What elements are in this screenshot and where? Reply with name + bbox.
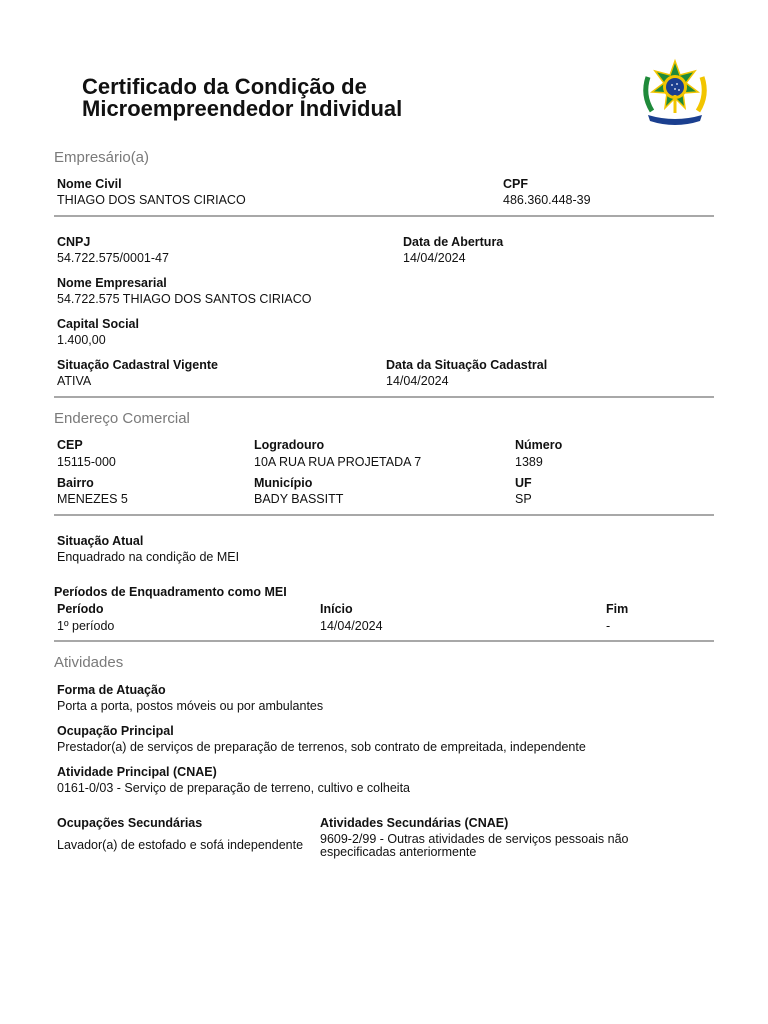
brazil-coat-of-arms-icon <box>638 57 712 127</box>
data-abertura-label: Data de Abertura <box>403 235 504 249</box>
municipio-label: Município <box>254 476 313 490</box>
municipio-value: BADY BASSITT <box>254 492 344 506</box>
forma-atuacao-label: Forma de Atuação <box>57 683 166 697</box>
inicio-column-header: Início <box>320 602 353 616</box>
section-empresario: Empresário(a) <box>54 149 150 166</box>
inicio-cell: 14/04/2024 <box>320 619 383 633</box>
fim-cell: - <box>606 619 611 633</box>
periodo-column-header: Período <box>57 602 104 616</box>
numero-value: 1389 <box>515 455 543 469</box>
atividades-secundarias-label: Atividades Secundárias (CNAE) <box>320 816 509 830</box>
cnpj-label: CNPJ <box>57 235 91 249</box>
situacao-atual-label: Situação Atual <box>57 534 144 548</box>
capital-social-value: 1.400,00 <box>57 333 106 347</box>
section-endereco: Endereço Comercial <box>54 410 190 427</box>
atividade-principal-label: Atividade Principal (CNAE) <box>57 765 217 779</box>
atividades-secundarias-value: 9609-2/99 - Outras atividades de serviços pessoais não especificadas anteriormente <box>320 832 629 859</box>
data-situacao-value: 14/04/2024 <box>386 374 449 388</box>
ocupacao-principal-value: Prestador(a) de serviços de preparação de terrenos, sob contrato de empreitada, independente <box>57 740 586 754</box>
page-title-line-1: Certificado da Condição de <box>82 74 367 99</box>
section-atividades: Atividades <box>54 654 124 671</box>
divider <box>54 514 714 516</box>
capital-social-label: Capital Social <box>57 317 139 331</box>
situacao-atual-value: Enquadrado na condição de MEI <box>57 550 240 564</box>
cpf-value: 486.360.448-39 <box>503 193 591 207</box>
periodo-cell: 1º período <box>57 619 115 633</box>
ocupacoes-secundarias-value: Lavador(a) de estofado e sofá independente <box>57 838 304 852</box>
cnpj-value: 54.722.575/0001-47 <box>57 251 169 265</box>
forma-atuacao-value: Porta a porta, postos móveis ou por ambulantes <box>57 699 324 713</box>
logradouro-value: 10A RUA RUA PROJETADA 7 <box>254 455 422 469</box>
ocupacoes-secundarias-label: Ocupações Secundárias <box>57 816 203 830</box>
uf-value: SP <box>515 492 532 506</box>
uf-label: UF <box>515 476 532 490</box>
divider <box>54 215 714 217</box>
nome-civil-label: Nome Civil <box>57 177 122 191</box>
divider <box>54 396 714 398</box>
fim-column-header: Fim <box>606 602 629 616</box>
data-abertura-value: 14/04/2024 <box>403 251 466 265</box>
cep-value: 15115-000 <box>57 455 116 469</box>
numero-label: Número <box>515 438 563 452</box>
ocupacao-principal-label: Ocupação Principal <box>57 724 174 738</box>
bairro-label: Bairro <box>57 476 94 490</box>
cep-label: CEP <box>57 438 83 452</box>
divider <box>54 640 714 642</box>
periodos-heading: Períodos de Enquadramento como MEI <box>54 585 287 599</box>
cpf-label: CPF <box>503 177 528 191</box>
nome-civil-value: THIAGO DOS SANTOS CIRIACO <box>57 193 246 207</box>
logradouro-label: Logradouro <box>254 438 325 452</box>
data-situacao-label: Data da Situação Cadastral <box>386 358 548 372</box>
situacao-cadastral-value: ATIVA <box>57 374 92 388</box>
nome-empresarial-label: Nome Empresarial <box>57 276 167 290</box>
atividade-principal-value: 0161-0/03 - Serviço de preparação de terreno, cultivo e colheita <box>57 781 410 795</box>
page-title-line-2: Microempreendedor Individual <box>82 96 403 121</box>
nome-empresarial-value: 54.722.575 THIAGO DOS SANTOS CIRIACO <box>57 292 312 306</box>
situacao-cadastral-label: Situação Cadastral Vigente <box>57 358 218 372</box>
bairro-value: MENEZES 5 <box>57 492 128 506</box>
